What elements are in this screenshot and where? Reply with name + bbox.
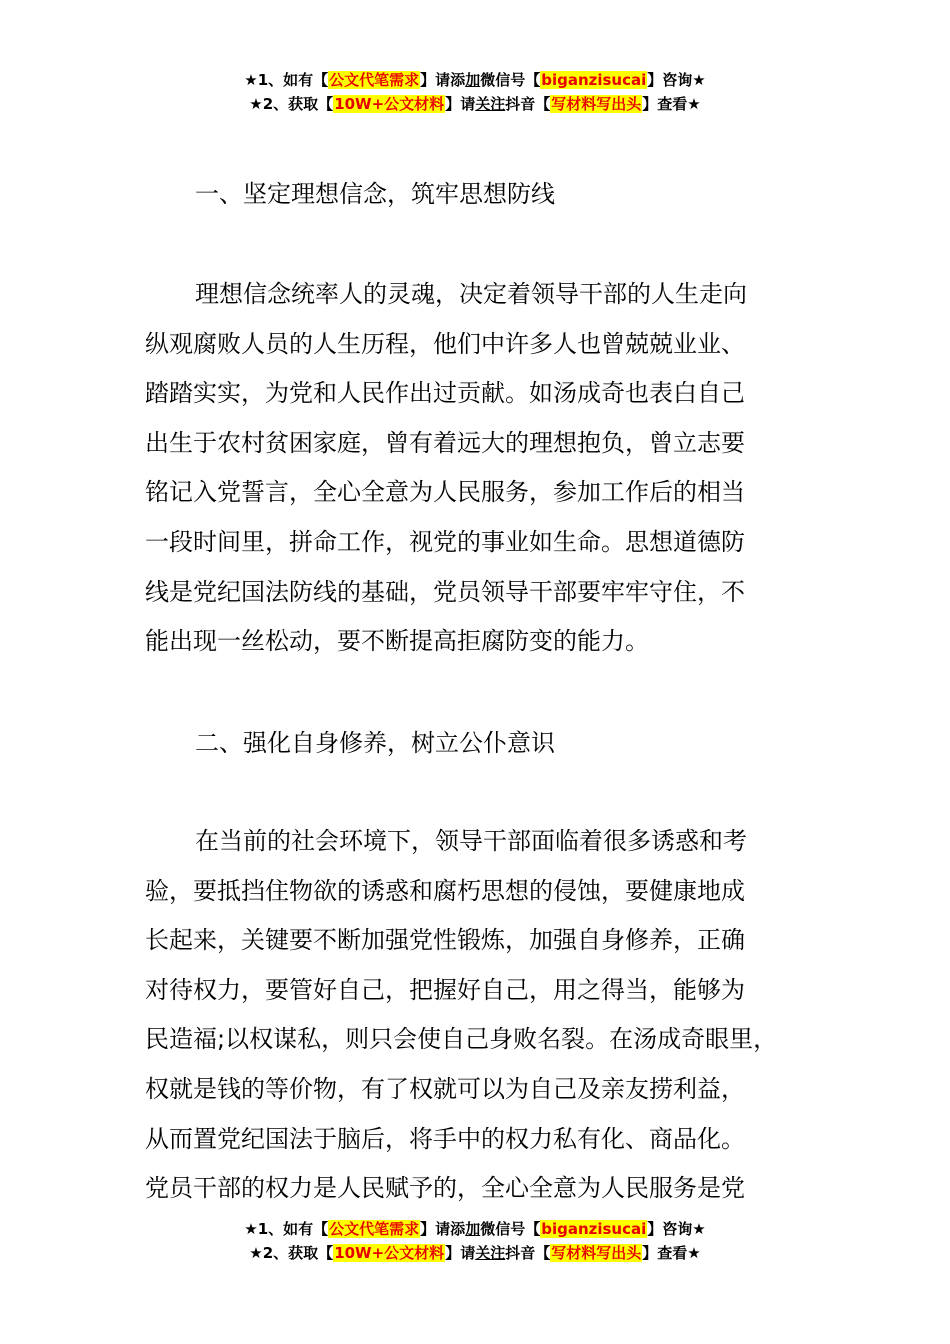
banner-text: 抖音【 bbox=[505, 1244, 551, 1262]
header-banner bbox=[0, 68, 950, 116]
paragraph-line: 踏踏实实，为党和人民作出过贡献。如汤成奇也表白自己 bbox=[145, 379, 745, 408]
banner-line-2 bbox=[0, 1241, 950, 1265]
banner-text: ★1、如有【 bbox=[244, 71, 329, 89]
paragraph-line: 能出现一丝松动，要不断提高拒腐防变的能力。 bbox=[145, 627, 649, 656]
banner-highlight: 写材料写出头 bbox=[551, 95, 642, 113]
banner-highlight: 10W+公文材料 bbox=[334, 1244, 445, 1262]
paragraph-line: 纵观腐败人员的人生历程，他们中许多人也曾兢兢业业、 bbox=[145, 329, 745, 358]
banner-underlined-text: 关注 bbox=[475, 95, 506, 113]
banner-text: 】请添 bbox=[420, 71, 466, 89]
paragraph-line: 验，要抵挡住物欲的诱惑和腐朽思想的侵蚀，要健康地成 bbox=[145, 876, 745, 905]
banner-highlight: 公文代笔需求 bbox=[329, 1220, 420, 1238]
banner-text: 抖音【 bbox=[505, 95, 551, 113]
banner-underlined-text: 加 bbox=[465, 71, 481, 89]
paragraph-line: 一段时间里，拼命工作，视党的事业如生命。思想道德防 bbox=[145, 527, 745, 556]
section-1 bbox=[145, 170, 835, 220]
banner-text: 微信号【 bbox=[480, 71, 541, 89]
footer-banner bbox=[0, 1217, 950, 1265]
banner-line-2 bbox=[0, 92, 950, 116]
banner-text: 】咨询★ bbox=[647, 71, 706, 89]
banner-highlight: 公文代笔需求 bbox=[329, 71, 420, 89]
paragraph-line: 线是党纪国法防线的基础，党员领导干部要牢牢守住，不 bbox=[145, 577, 745, 606]
banner-line-1 bbox=[0, 68, 950, 92]
banner-text: 】请 bbox=[445, 1244, 476, 1262]
banner-line-1 bbox=[0, 1217, 950, 1241]
paragraph-line: 铭记入党誓言，全心全意为人民服务，参加工作后的相当 bbox=[145, 478, 745, 507]
banner-underlined-text: 关注 bbox=[475, 1244, 506, 1262]
paragraph-1 bbox=[145, 270, 835, 667]
paragraph-line: 从而置党纪国法于脑后，将手中的权力私有化、商品化。 bbox=[145, 1124, 745, 1153]
banner-text: 】查看★ bbox=[642, 95, 701, 113]
paragraph-line: 权就是钱的等价物，有了权就可以为自己及亲友捞利益， bbox=[145, 1074, 745, 1103]
banner-highlight: biganzisucai bbox=[541, 1220, 647, 1238]
paragraph-line: 出生于农村贫困家庭，曾有着远大的理想抱负，曾立志要 bbox=[145, 428, 745, 457]
banner-text: ★2、获取【 bbox=[249, 1244, 334, 1262]
banner-highlight: 写材料写出头 bbox=[551, 1244, 642, 1262]
banner-underlined-text: 加 bbox=[465, 1220, 481, 1238]
paragraph-line: 在当前的社会环境下，领导干部面临着很多诱惑和考 bbox=[195, 827, 747, 855]
banner-text: 】查看★ bbox=[642, 1244, 701, 1262]
section-2 bbox=[145, 719, 835, 769]
banner-highlight: biganzisucai bbox=[541, 71, 647, 89]
paragraph-line: 民造福;以权谋私，则只会使自己身败名裂。在汤成奇眼里， bbox=[145, 1025, 778, 1054]
banner-text: 】请添 bbox=[420, 1220, 466, 1238]
banner-text: ★2、获取【 bbox=[249, 95, 334, 113]
paragraph-line: 理想信念统率人的灵魂，决定着领导干部的人生走向 bbox=[195, 280, 747, 308]
banner-text: ★1、如有【 bbox=[244, 1220, 329, 1238]
banner-highlight: 10W+公文材料 bbox=[334, 95, 445, 113]
banner-text: 】咨询★ bbox=[647, 1220, 706, 1238]
paragraph-line: 党员干部的权力是人民赋予的，全心全意为人民服务是党 bbox=[145, 1174, 745, 1203]
banner-text: 微信号【 bbox=[480, 1220, 541, 1238]
paragraph-line: 长起来，关键要不断加强党性锻炼，加强自身修养，正确 bbox=[145, 926, 745, 955]
banner-text: 】请 bbox=[445, 95, 476, 113]
paragraph-line: 对待权力，要管好自己，把握好自己，用之得当，能够为 bbox=[145, 975, 745, 1004]
paragraph-2 bbox=[145, 817, 835, 1214]
section-heading-2: 二、强化自身修养，树立公仆意识 bbox=[195, 729, 555, 757]
section-heading-1: 一、坚定理想信念，筑牢思想防线 bbox=[195, 180, 555, 208]
